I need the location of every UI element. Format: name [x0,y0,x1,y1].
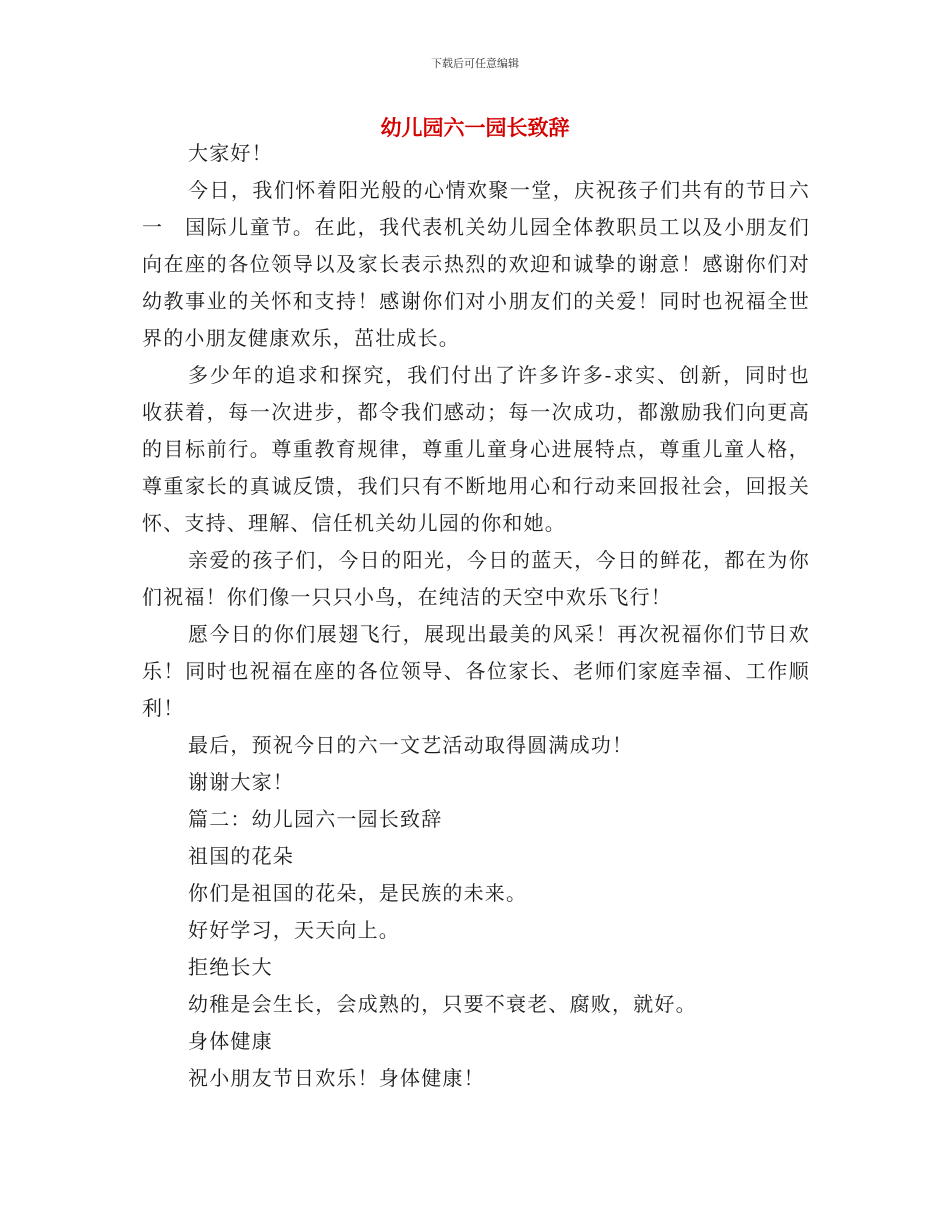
subheading-flowers: 祖国的花朵 [188,844,294,868]
paragraph-greeting: 大家好！ [188,141,273,165]
paragraph-pursuit: 多少年的追求和探究，我们付出了许多许多-求实、创新，同时也收获着，每一次进步，都令我们感动；每一次成功，都激励我们向更高的目标前行。尊重教育规律，尊重儿童身心进展特点，尊重儿童人格，尊重家长的真诚反馈，我们只有不断地用心和行动来回报社会，回报关怀、支持、理解、信任机关幼儿园的你和她。 [142,363,810,535]
document-body [142,135,810,1097]
header-note: 下载后可任意编辑 [431,57,519,70]
line-study: 好好学习，天天向上。 [188,918,400,942]
document-title: 幼儿园六一园长致辞 [380,116,570,140]
paragraph-children: 亲爱的孩子们，今日的阳光，今日的蓝天，今日的鲜花，都在为你们祝福！你们像一只只小鸟，在纯洁的天空中欢乐飞行！ [142,548,810,609]
paragraph-thanks: 谢谢大家！ [188,770,294,794]
section-heading: 篇二：幼儿园六一园长致辞 [188,807,443,831]
line-naivety: 幼稚是会生长，会成熟的，只要不衰老、腐败，就好。 [188,992,697,1016]
paragraph-opening: 今日，我们怀着阳光般的心情欢聚一堂，庆祝孩子们共有的节日六一 国际儿童节。在此，我代表机关幼儿园全体教职员工以及小朋友们向在座的各位领导以及家长表示热烈的欢迎和诚挚的谢意！感谢你们对幼教事业的关怀和支持！感谢你们对小朋友们的关爱！同时也祝福全世界的小朋友健康欢乐，茁壮成长。 [142,178,810,350]
line-health: 祝小朋友节日欢乐！身体健康！ [188,1066,485,1090]
subheading-health: 身体健康 [188,1029,273,1053]
subheading-refuse-growing: 拒绝长大 [188,955,273,979]
line-flowers: 你们是祖国的花朵，是民族的未来。 [188,881,528,905]
paragraph-wishes: 愿今日的你们展翅飞行，展现出最美的风采！再次祝福你们节日欢乐！同时也祝福在座的各位领导、各位家长、老师们家庭幸福、工作顺利！ [142,622,810,720]
paragraph-closing: 最后，预祝今日的六一文艺活动取得圆满成功！ [188,733,634,757]
